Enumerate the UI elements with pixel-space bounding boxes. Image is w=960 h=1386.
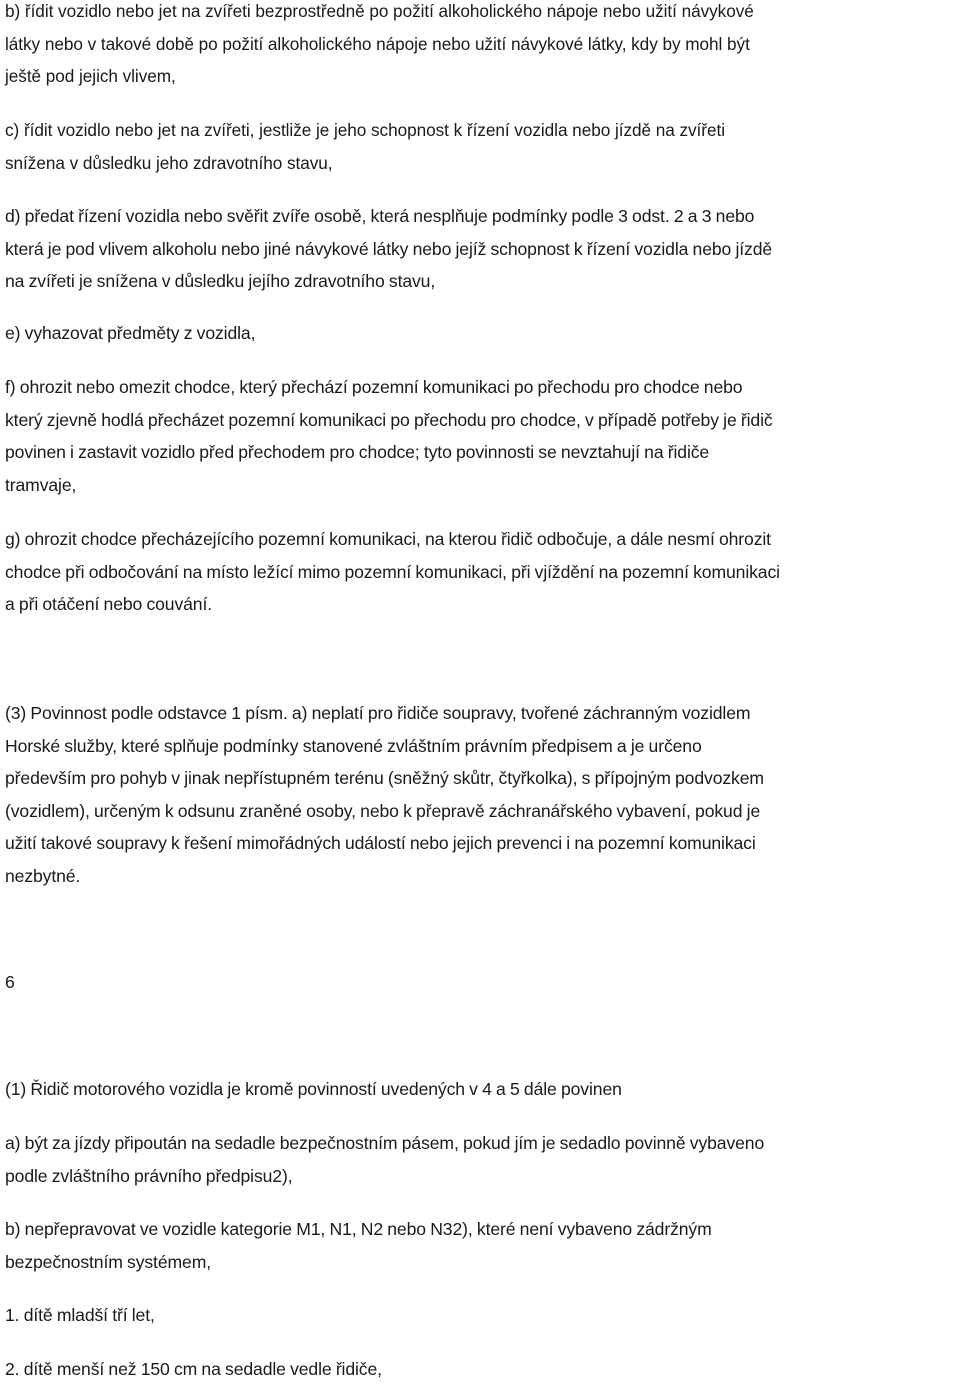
text-line: tramvaje, (5, 474, 77, 495)
text-line: g) ohrozit chodce přecházejícího pozemní komunikaci, na kterou řidič odbočuje, a dále nesmí ohrozit (5, 529, 771, 549)
paragraph-c (5, 114, 957, 179)
text-line: chodce při odbočování na místo ležící mimo pozemní komunikaci, při vjíždění na pozemní komunikaci (5, 561, 780, 582)
section-number: 6 (5, 972, 15, 992)
text-line: Horské služby, které splňuje podmínky stanovené zvláštním právním předpisem a je určeno (5, 735, 702, 756)
text-line: snížena v důsledku jeho zdravotního stavu, (5, 152, 333, 173)
text-line: e) vyhazovat předměty z vozidla, (5, 323, 256, 343)
text-line: 2. dítě menší než 150 cm na sedadle vedle řidiče, (5, 1359, 382, 1379)
text-line: látky nebo v takové době po požití alkoholického nápoje nebo užití návykové látky, kdy by mohl být (5, 33, 750, 54)
paragraph-b (5, 0, 957, 93)
text-line: b) nepřepravovat ve vozidle kategorie M1, N1, N2 nebo N32), které není vybaveno zádržným (5, 1219, 712, 1239)
paragraph-f (5, 371, 957, 501)
text-line: b) řídit vozidlo nebo jet na zvířeti bezprostředně po požití alkoholického nápoje nebo užití návykové (5, 1, 754, 21)
text-line: a při otáčení nebo couvání. (5, 594, 213, 615)
text-line: užití takové soupravy k řešení mimořádných událostí nebo jejich prevenci i na pozemní komunikaci (5, 833, 756, 854)
text-line: (3) Povinnost podle odstavce 1 písm. a) neplatí pro řidiče soupravy, tvořené záchranným vozidlem (5, 703, 751, 723)
text-line: f) ohrozit nebo omezit chodce, který přechází pozemní komunikaci po přechodu pro chodce nebo (5, 377, 743, 397)
text-line: bezpečnostním systémem, (5, 1251, 211, 1272)
paragraph-6-a (5, 1127, 957, 1192)
text-line: který zjevně hodlá přecházet pozemní komunikaci po přechodu pro chodce, v případě potřeby je řidič (5, 409, 773, 430)
text-line: podle zvláštního právního předpisu2), (5, 1165, 293, 1186)
paragraph-6-1 (5, 1073, 957, 1106)
paragraph-e (5, 317, 957, 350)
paragraph-g (5, 523, 957, 621)
paragraph-d (5, 200, 957, 298)
text-line: nezbytné. (5, 865, 81, 886)
paragraph-6-b (5, 1213, 957, 1278)
text-line: na zvířeti je snížena v důsledku jejího zdravotního stavu, (5, 271, 436, 292)
text-line: d) předat řízení vozidla nebo svěřit zvíře osobě, která nesplňuje podmínky podle 3 odst. 2 a 3 nebo (5, 206, 755, 226)
text-line: (vozidlem), určeným k odsunu zraněné osoby, nebo k přepravě záchranářského vybavení, pokud je (5, 800, 761, 821)
list-item-1 (5, 1299, 957, 1332)
text-line: (1) Řidič motorového vozidla je kromě povinností uvedených v 4 a 5 dále povinen (5, 1079, 622, 1099)
text-line: povinen i zastavit vozidlo před přechodem pro chodce; tyto povinnosti se nevztahují na řidiče (5, 442, 710, 463)
paragraph-3 (5, 697, 957, 893)
text-line: a) být za jízdy připoután na sedadle bezpečnostním pásem, pokud jím je sedadlo povinně vybaveno (5, 1133, 765, 1153)
section-heading (5, 966, 957, 999)
text-line: 1. dítě mladší tří let, (5, 1305, 155, 1325)
text-line: ještě pod jejich vlivem, (5, 66, 176, 87)
text-line: c) řídit vozidlo nebo jet na zvířeti, jestliže je jeho schopnost k řízení vozidla nebo jízdě na zvířeti (5, 120, 725, 140)
text-line: především pro pohyb v jinak nepřístupném terénu (sněžný skůtr, čtyřkolka), s přípojným podvozkem (5, 768, 764, 789)
text-line: která je pod vlivem alkoholu nebo jiné návykové látky nebo jejíž schopnost k řízení vozidla nebo jízdě (5, 238, 773, 259)
